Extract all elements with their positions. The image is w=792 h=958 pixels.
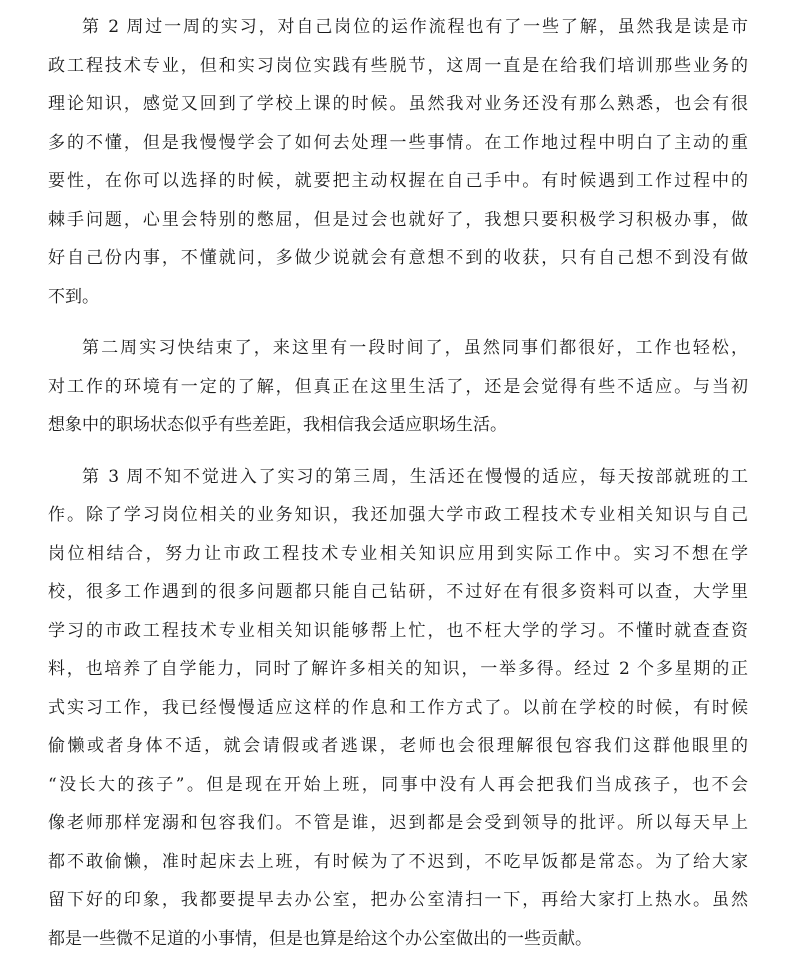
text-line: 要性，在你可以选择的时候，就要把主动权握在自己手中。有时候遇到工作过程中的 <box>48 162 748 201</box>
text-line: 作。除了学习岗位相关的业务知识，我还加强大学市政工程技术专业相关知识与自己 <box>48 496 748 535</box>
paragraph-week-3 <box>48 458 748 958</box>
paragraph-week-2 <box>48 8 748 316</box>
text-line: 政工程技术专业，但和实习岗位实践有些脱节，这周一直是在给我们培训那些业务的 <box>48 47 748 86</box>
text-line: 像老师那样宠溺和包容我们。不管是谁，迟到都是会受到领导的批评。所以每天早上 <box>48 804 748 843</box>
paragraph-week-2-end <box>48 329 748 445</box>
text-line: 留下好的印象，我都要提早去办公室，把办公室清扫一下，再给大家打上热水。虽然 <box>48 881 748 920</box>
text-line: 想象中的职场状态似乎有些差距，我相信我会适应职场生活。 <box>48 406 748 445</box>
text-line: 岗位相结合，努力让市政工程技术专业相关知识应用到实际工作中。实习不想在学 <box>48 535 748 574</box>
text-line: 偷懒或者身体不适，就会请假或者逃课，老师也会很理解很包容我们这群他眼里的 <box>48 727 748 766</box>
text-line: 对工作的环境有一定的了解，但真正在这里生活了，还是会觉得有些不适应。与当初 <box>48 368 748 407</box>
document-page <box>48 8 748 958</box>
paragraph-spacer <box>48 445 748 458</box>
text-line: 多的不懂，但是我慢慢学会了如何去处理一些事情。在工作地过程中明白了主动的重 <box>48 124 748 163</box>
text-line: 第二周实习快结束了，来这里有一段时间了，虽然同事们都很好，工作也轻松， <box>48 329 748 368</box>
paragraph-spacer <box>48 316 748 329</box>
text-line: 都不敢偷懒，准时起床去上班，有时候为了不迟到，不吃早饭都是常态。为了给大家 <box>48 843 748 882</box>
text-line: 第 2 周过一周的实习，对自己岗位的运作流程也有了一些了解，虽然我是读是市 <box>48 8 748 47</box>
text-line: 好自己份内事，不懂就问，多做少说就会有意想不到的收获，只有自己想不到没有做 <box>48 239 748 278</box>
text-line: 都是一些微不足道的小事情，但是也算是给这个办公室做出的一些贡献。 <box>48 920 748 958</box>
text-line: 校，很多工作遇到的很多问题都只能自己钻研，不过好在有很多资料可以查，大学里 <box>48 573 748 612</box>
text-line: “没长大的孩子”。但是现在开始上班，同事中没有人再会把我们当成孩子，也不会 <box>48 766 748 805</box>
text-line: 第 3 周不知不觉进入了实习的第三周，生活还在慢慢的适应，每天按部就班的工 <box>48 458 748 497</box>
text-line: 棘手问题，心里会特别的憋屈，但是过会也就好了，我想只要积极学习积极办事，做 <box>48 201 748 240</box>
text-line: 料，也培养了自学能力，同时了解许多相关的知识，一举多得。经过 2 个多星期的正 <box>48 650 748 689</box>
text-line: 理论知识，感觉又回到了学校上课的时候。虽然我对业务还没有那么熟悉，也会有很 <box>48 85 748 124</box>
text-line: 学习的市政工程技术专业相关知识能够帮上忙，也不枉大学的学习。不懂时就查查资 <box>48 612 748 651</box>
text-line: 不到。 <box>48 278 748 317</box>
text-line: 式实习工作，我已经慢慢适应这样的作息和工作方式了。以前在学校的时候，有时候 <box>48 689 748 728</box>
